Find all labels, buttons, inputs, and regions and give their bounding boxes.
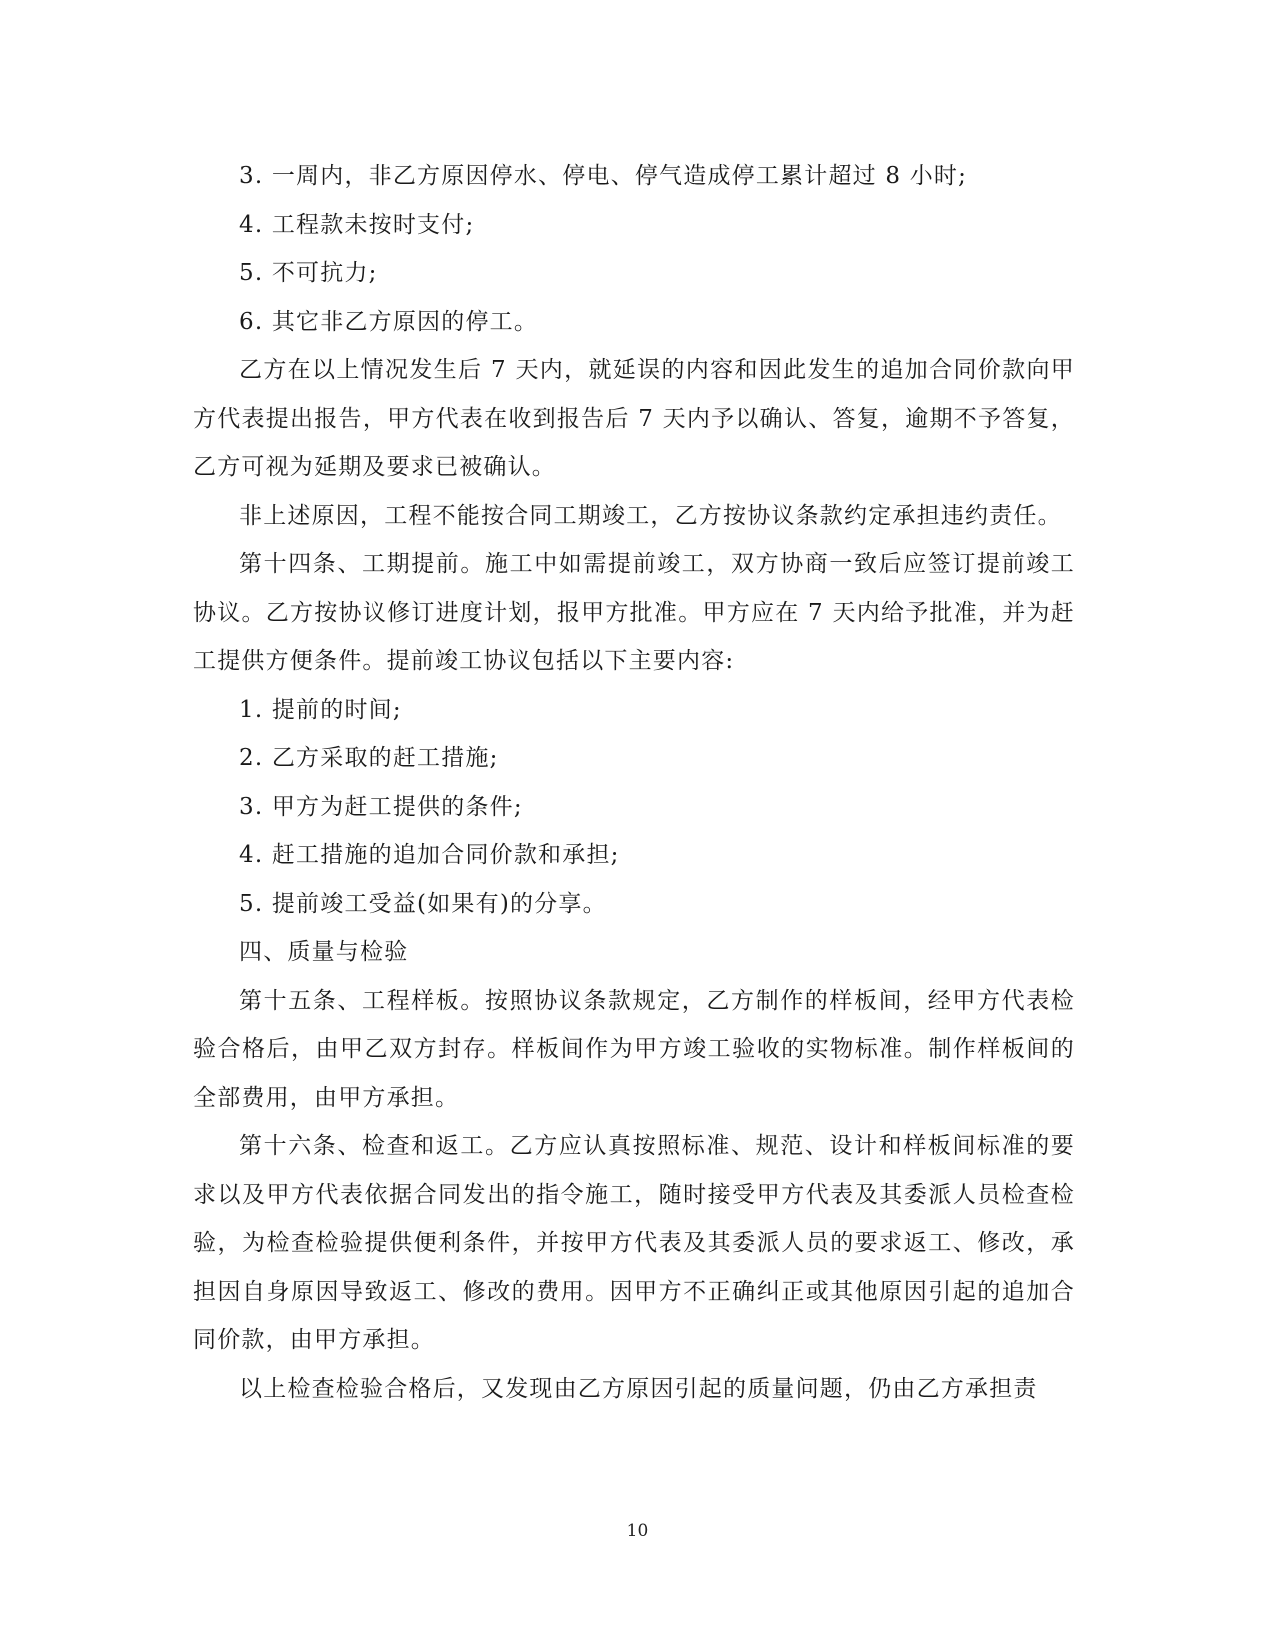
paragraph-article-14: 第十四条、工期提前。施工中如需提前竣工，双方协商一致后应签订提前竣工协议。乙方按协议修订进度计划，报甲方批准。甲方应在 7 天内给予批准，并为赶工提供方便条件。提前竣工协议包括以下主要内容: bbox=[193, 551, 1075, 674]
page-number: 10 bbox=[626, 1521, 649, 1541]
paragraph-advance-item-5: 5. 提前竣工受益(如果有)的分享。 bbox=[239, 890, 607, 917]
paragraph-item-3: 3. 一周内，非乙方原因停水、停电、停气造成停工累计超过 8 小时; bbox=[239, 163, 968, 189]
paragraph-item-4: 4. 工程款未按时支付; bbox=[239, 211, 475, 238]
paragraph-advance-item-2: 2. 乙方采取的赶工措施; bbox=[239, 745, 499, 771]
document-body bbox=[193, 152, 1075, 1413]
paragraph-default-liability: 非上述原因，工程不能按合同工期竣工，乙方按协议条款约定承担违约责任。 bbox=[239, 502, 1062, 529]
paragraph-advance-item-3: 3. 甲方为赶工提供的条件; bbox=[239, 793, 523, 820]
section-heading-quality: 四、质量与检验 bbox=[239, 939, 409, 965]
paragraph-article-15: 第十五条、工程样板。按照协议条款规定，乙方制作的样板间，经甲方代表检验合格后，由甲乙双方封存。样板间作为甲方竣工验收的实物标准。制作样板间的全部费用，由甲方承担。 bbox=[193, 987, 1075, 1111]
paragraph-article-16: 第十六条、检查和返工。乙方应认真按照标准、规范、设计和样板间标准的要求以及甲方代表依据合同发出的指令施工，随时接受甲方代表及其委派人员检查检验，为检查检验提供便利条件，并按甲方代表及其委派人员的要求返工、修改，承担因自身原因导致返工、修改的费用。因甲方不正确纠正或其他原因引起的追加合同价款，由甲方承担。 bbox=[193, 1133, 1075, 1353]
paragraph-item-6: 6. 其它非乙方原因的停工。 bbox=[239, 308, 539, 335]
paragraph-advance-item-4: 4. 赶工措施的追加合同价款和承担; bbox=[239, 842, 620, 868]
paragraph-item-5: 5. 不可抗力; bbox=[239, 260, 378, 286]
paragraph-advance-item-1: 1. 提前的时间; bbox=[239, 696, 402, 723]
paragraph-quality-liability: 以上检查检验合格后，又发现由乙方原因引起的质量问题，仍由乙方承担责 bbox=[239, 1375, 1038, 1402]
paragraph-delay-report: 乙方在以上情况发生后 7 天内，就延误的内容和因此发生的追加合同价款向甲方代表提出报告，甲方代表在收到报告后 7 天内予以确认、答复，逾期不予答复，乙方可视为延期及要求已被确认。 bbox=[193, 357, 1075, 480]
